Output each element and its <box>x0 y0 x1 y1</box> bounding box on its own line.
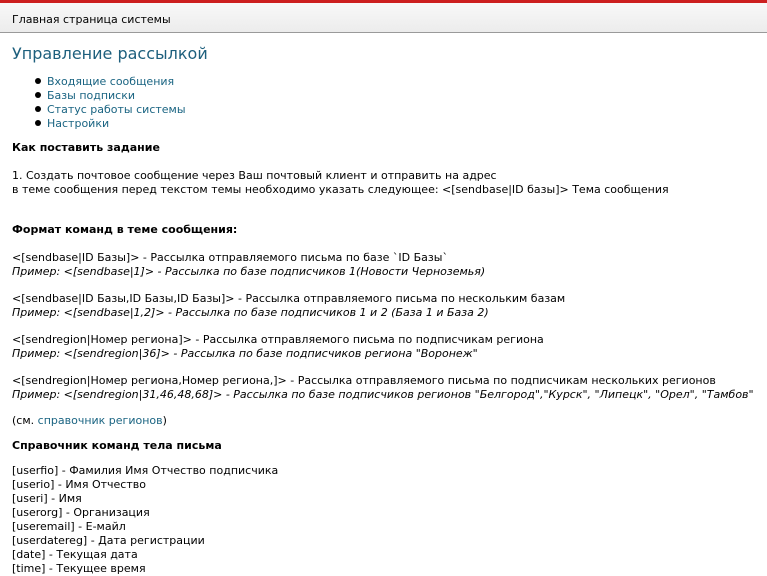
body-command-item: [useremail] - E-майл <box>12 520 126 533</box>
nav-link-bases[interactable]: Базы подписки <box>47 89 136 102</box>
howto-line-2: в теме сообщения перед текстом темы необходимо указать следующее: <[sendbase|ID базы]> Тема сообщения <box>12 183 669 196</box>
top-bar <box>0 0 767 33</box>
nav-link-incoming[interactable]: Входящие сообщения <box>47 75 175 88</box>
command-syntax: <[sendregion|Номер региона]> - Рассылка отправляемого письма по подписчикам региона <box>12 333 544 346</box>
body-commands-heading: Справочник команд тела письма <box>12 439 222 452</box>
region-reference-link[interactable]: справочник регионов <box>37 414 163 427</box>
body-command-item: [userfio] - Фамилия Имя Отчество подписчика <box>12 464 279 477</box>
home-link[interactable]: Главная страница системы <box>12 13 171 26</box>
body-command-item: [userdatereg] - Дата регистрации <box>12 534 205 547</box>
command-syntax: <[sendregion|Номер региона,Номер региона,]> - Рассылка отправляемого письма по подписчикам нескольких регионов <box>12 374 716 387</box>
nav-link-status[interactable]: Статус работы системы <box>47 103 186 116</box>
body-command-item: [useri] - Имя <box>12 492 82 505</box>
format-heading: Формат команд в теме сообщения: <box>12 223 238 236</box>
see-prefix: (см. <box>12 414 38 427</box>
body-command-item: [time] - Текущее время <box>12 562 146 575</box>
command-example: Пример: <[sendregion|36]> - Рассылка по базе подписчиков региона "Воронеж" <box>12 347 478 360</box>
body-command-item: [userorg] - Организация <box>12 506 150 519</box>
main-content <box>12 141 762 576</box>
nav-item-incoming <box>34 75 186 89</box>
see-suffix: ) <box>162 414 167 427</box>
nav-item-settings <box>34 117 186 131</box>
body-command-item: [userio] - Имя Отчество <box>12 478 146 491</box>
region-reference-note <box>12 414 762 428</box>
command-example: Пример: <[sendregion|31,46,48,68]> - Рассылка по базе подписчиков регионов "Белгород","Курск", "Липецк", "Орел", "Тамбов" <box>12 388 754 401</box>
page-title: Управление рассылкой <box>12 44 208 63</box>
howto-heading: Как поставить задание <box>12 141 160 154</box>
command-syntax: <[sendbase|ID Базы]> - Рассылка отправляемого письма по базе `ID Базы` <box>12 251 448 264</box>
body-command-item: [date] - Текущая дата <box>12 548 138 561</box>
nav-menu <box>34 75 186 131</box>
command-syntax: <[sendbase|ID Базы,ID Базы,ID Базы]> - Рассылка отправляемого письма по нескольким базам <box>12 292 566 305</box>
nav-item-bases <box>34 89 186 103</box>
howto-line-1: 1. Создать почтовое сообщение через Ваш почтовый клиент и отправить на адрес <box>12 169 497 182</box>
command-example: Пример: <[sendbase|1,2]> - Рассылка по базе подписчиков 1 и 2 (База 1 и База 2) <box>12 306 489 319</box>
command-example: Пример: <[sendbase|1]> - Рассылка по базе подписчиков 1(Новости Черноземья) <box>12 265 486 278</box>
nav-item-status <box>34 103 186 117</box>
nav-link-settings[interactable]: Настройки <box>47 117 110 130</box>
